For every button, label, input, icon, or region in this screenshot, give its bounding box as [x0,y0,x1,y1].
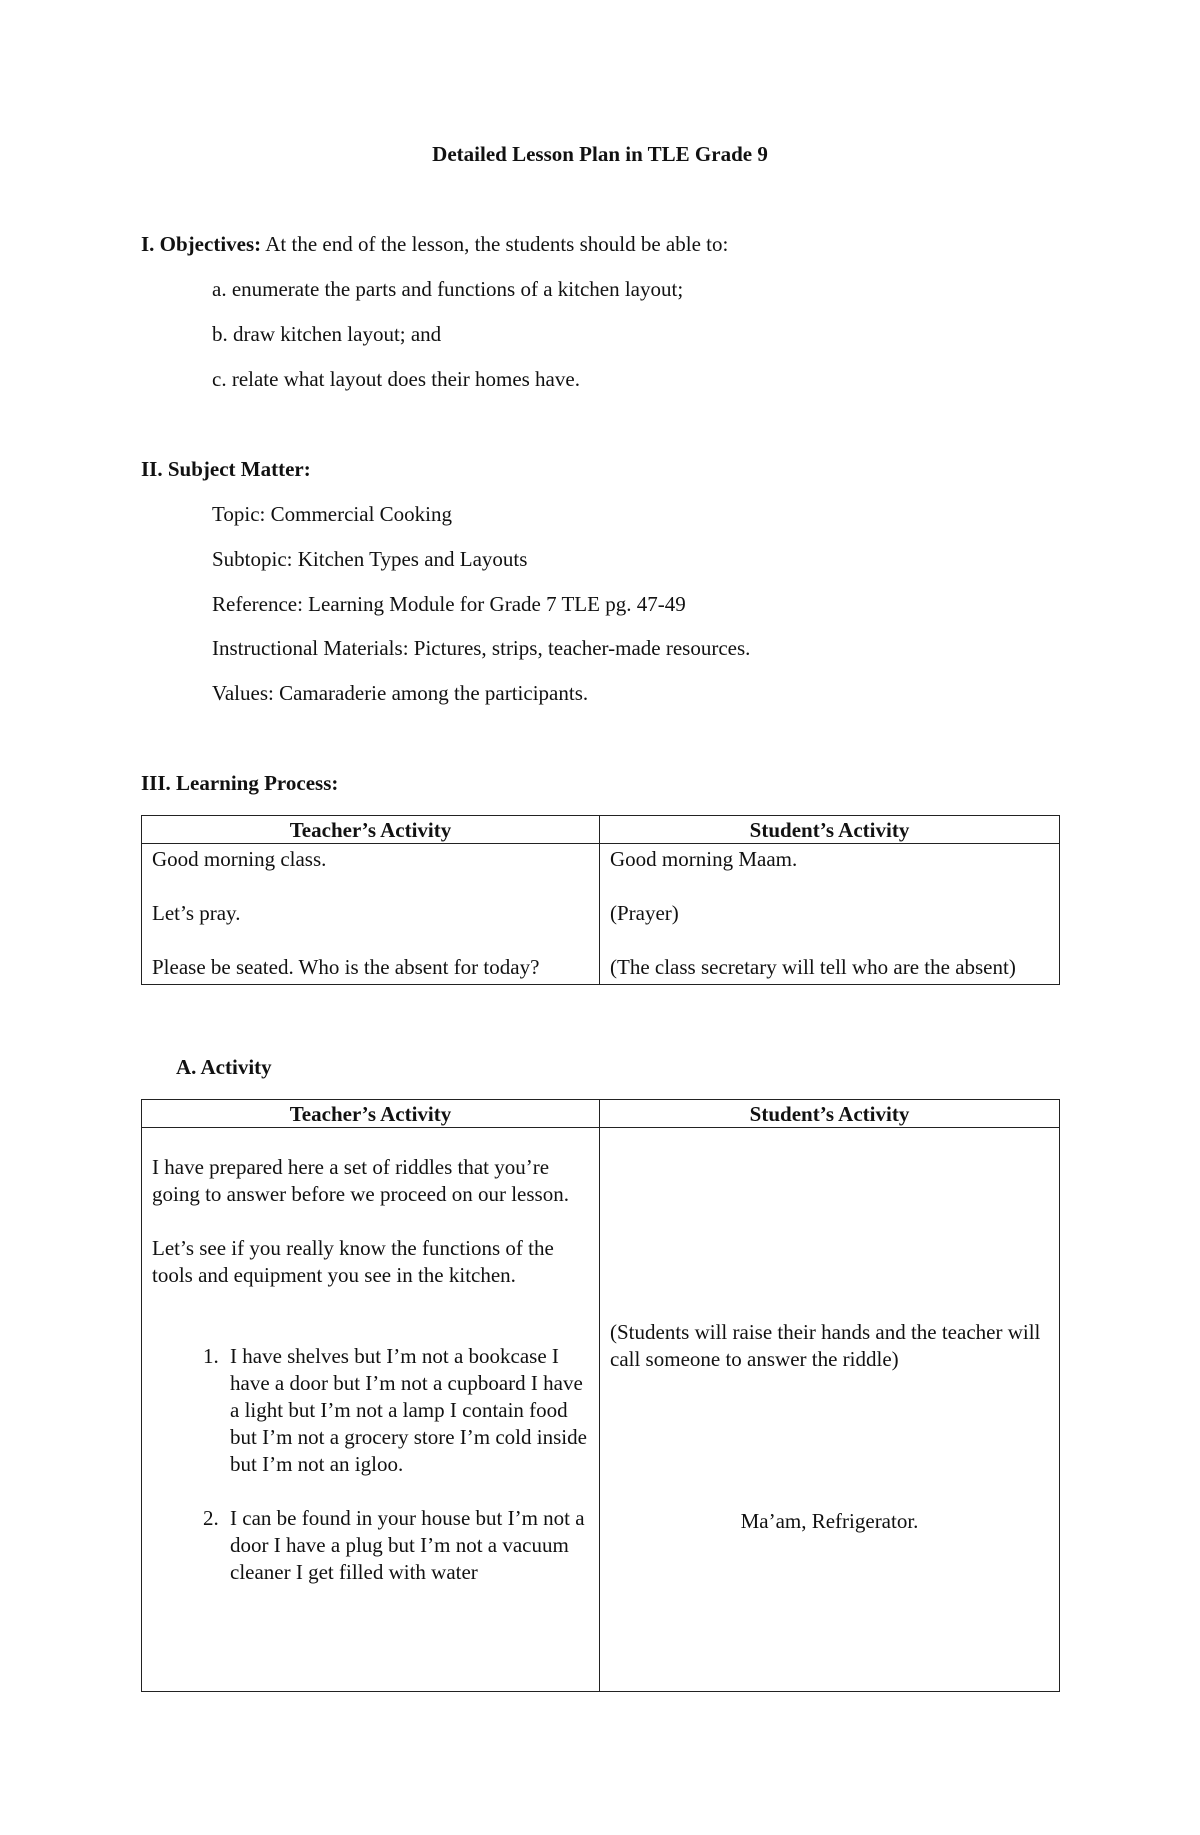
teacher-line: Please be seated. Who is the absent for today? [152,955,540,979]
student-line: (The class secretary will tell who are the absent) [610,955,1016,979]
document-title: Detailed Lesson Plan in TLE Grade 9 [432,142,768,166]
teacher-activity-header: Teacher’s Activity [142,816,600,844]
list-item: 2. I can be found in your house but I’m not a door I have a plug but I’m not a vacuum cleaner I get filled with water [224,1505,589,1586]
student-line: Good morning Maam. [610,847,798,871]
subject-subtopic: Subtopic: Kitchen Types and Layouts [212,547,528,571]
greeting-table [141,815,1060,985]
teacher-paragraph: I have prepared here a set of riddles that you’re going to answer before we proceed on our lesson. [152,1155,569,1206]
activity-table [141,1099,1060,1692]
activity-heading: A. Activity [176,1055,272,1079]
subject-reference: Reference: Learning Module for Grade 7 TLE pg. 47-49 [212,592,686,616]
student-activity-cell [600,1128,1060,1692]
objectives-heading: I. Objectives: [141,232,262,256]
teacher-paragraph: Let’s see if you really know the functions of the tools and equipment you see in the kitchen. [152,1236,554,1287]
subject-materials: Instructional Materials: Pictures, strips, teacher-made resources. [212,636,751,660]
subject-matter-heading: II. Subject Matter: [141,457,311,481]
teacher-activity-cell [142,844,600,985]
riddle-list [152,1343,589,1586]
table-row [142,844,1060,985]
student-line: (Prayer) [610,901,679,925]
student-activity-header: Student’s Activity [600,1100,1060,1128]
objectives-line [141,232,728,257]
teacher-activity-header: Teacher’s Activity [142,1100,600,1128]
table-row [142,1128,1060,1692]
teacher-line: Good morning class. [152,847,327,871]
learning-process-heading: III. Learning Process: [141,771,339,795]
objective-item-a: a. enumerate the parts and functions of a kitchen layout; [212,277,684,301]
table-header-row [142,816,1060,844]
student-activity-header: Student’s Activity [600,816,1060,844]
list-item: 1. I have shelves but I’m not a bookcase I have a door but I’m not a cupboard I have a light but I’m not a lamp I contain food but I’m not a grocery store I’m cold inside but I’m not an igloo. [224,1343,589,1478]
subject-values: Values: Camaraderie among the participants. [212,681,589,705]
student-activity-cell [600,844,1060,985]
teacher-activity-cell [142,1128,600,1692]
objective-item-c: c. relate what layout does their homes have. [212,367,580,391]
objectives-intro: At the end of the lesson, the students should be able to: [261,232,729,256]
riddle-answer: Ma’am, Refrigerator. [740,1509,919,1533]
teacher-line: Let’s pray. [152,901,241,925]
objective-item-b: b. draw kitchen layout; and [212,322,442,346]
table-header-row [142,1100,1060,1128]
subject-topic: Topic: Commercial Cooking [212,502,452,526]
student-instruction: (Students will raise their hands and the teacher will call someone to answer the riddle) [610,1320,1041,1371]
